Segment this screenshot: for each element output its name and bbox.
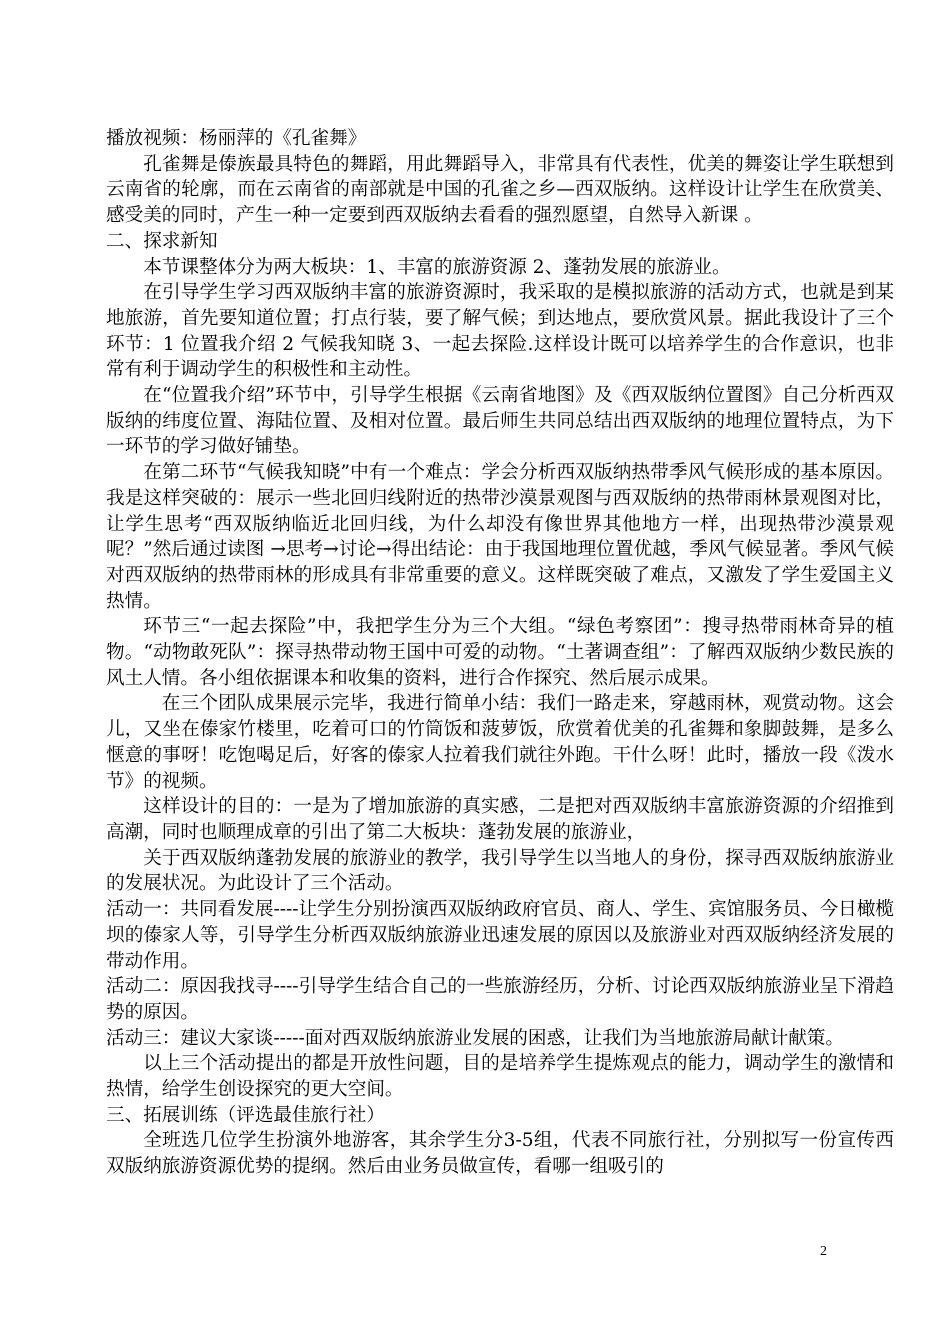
paragraph-two-blocks: 本节课整体分为两大板块：1、丰富的旅游资源 2、蓬勃发展的旅游业。	[143, 256, 731, 278]
paragraph-video-title: 播放视频：杨丽萍的《孔雀舞》	[106, 128, 367, 149]
document-body	[106, 126, 894, 1180]
paragraph-peacock-dance: 孔雀舞是傣族最具特色的舞蹈，用此舞蹈导入，非常具有代表性，优美的舞姿让学生联想到云南省的轮廓，而在云南省的南部就是中国的孔雀之乡—西双版纳。这样设计让学生在欣赏美、感受美的同时，产生一种一定要到西双版纳去看看的强烈愿望，自然导入新课 。	[106, 153, 894, 227]
section-heading-explore: 二、探求新知	[106, 230, 218, 252]
paragraph-activity-3: 活动三：建议大家谈-----面对西双版纳旅游业发展的困惑，让我们为当地旅游局献计献策。	[106, 1027, 844, 1049]
paragraph-open-questions: 以上三个活动提出的都是开放性问题，目的是培养学生提炼观点的能力，调动学生的激情和热情，给学生创设探究的更大空间。	[106, 1053, 894, 1101]
paragraph-climate: 在第二环节“气候我知晓”中有一个难点：学会分析西双版纳热带季风气候形成的基本原因。我是这样突破的：展示一些北回归线附近的热带沙漠景观图与西双版纳的热带雨林景观图对比，让学生思考“西双版纳临近北回归线，为什么却没有像世界其他地方一样，出现热带沙漠景观呢？”然后通过读图 →思考→讨论→得出结论：由于我国地理位置优越，季风气候显著。季风气候对西双版纳的热带雨林的形成具有非常重要的意义。这样既突破了难点，又激发了学生爱国主义热情。	[106, 462, 894, 612]
paragraph-adventure: 环节三“一起去探险”中，我把学生分为三个大组。“绿色考察团”：搜寻热带雨林奇异的植物。“动物敢死队”：探寻热带动物王国中可爱的动物。“土著调查组”：了解西双版纳少数民族的风土人情。各小组依据课本和收集的资料，进行合作探究、然后展示成果。	[106, 616, 894, 689]
paragraph-tourism-teaching: 关于西双版纳蓬勃发展的旅游业的教学，我引导学生以当地人的身份，探寻西双版纳旅游业的发展状况。为此设计了三个活动。	[106, 847, 894, 895]
paragraph-design-purpose: 这样设计的目的：一是为了增加旅游的真实感，二是把对西双版纳丰富旅游资源的介绍推到高潮，同时也顺理成章的引出了第二大板块：蓬勃发展的旅游业，	[106, 796, 894, 843]
paragraph-summary: 在三个团队成果展示完毕，我进行简单小结：我们一路走来，穿越雨林，观赏动物。这会儿，又坐在傣家竹楼里，吃着可口的竹筒饭和菠萝饭，欣赏着优美的孔雀舞和象脚鼓舞，是多么惬意的事呀！吃饱喝足后，好客的傣家人拉着我们就往外跑。干什么呀！此时，播放一段《泼水节》的视频。	[106, 693, 894, 792]
section-heading-extension: 三、拓展训练（评选最佳旅行社）	[106, 1104, 385, 1126]
page-number: 2	[820, 1244, 827, 1259]
paragraph-simulated-tour: 在引导学生学习西双版纳丰富的旅游资源时，我采取的是模拟旅游的活动方式，也就是到某地旅游，首先要知道位置；打点行装，要了解气候；到达地点，要欣赏风景。据此我设计了三个环节：1 位置我介绍 2 气候我知晓 3、一起去探险.这样设计既可以培养学生的合作意识，也非常有利于调动学生的积极性和主动性。	[106, 282, 894, 381]
paragraph-activity-1: 活动一：共同看发展----让学生分别扮演西双版纳政府官员、商人、学生、宾馆服务员、今日橄榄坝的傣家人等，引导学生分析西双版纳旅游业迅速发展的原因以及旅游业对西双版纳经济发展的带动作用。	[106, 899, 894, 972]
paragraph-location: 在“位置我介绍”环节中，引导学生根据《云南省地图》及《西双版纳位置图》自己分析西双版纳的纬度位置、海陆位置、及相对位置。最后师生共同总结出西双版纳的地理位置特点，为下一环节的学习做好铺垫。	[106, 385, 894, 458]
paragraph-travel-agency: 全班选几位学生扮演外地游客，其余学生分3-5组，代表不同旅行社，分别拟写一份宣传西双版纳旅游资源优势的提纲。然后由业务员做宣传，看哪一组吸引的	[106, 1130, 894, 1178]
paragraph-activity-2: 活动二：原因我找寻----引导学生结合自己的一些旅游经历，分析、讨论西双版纳旅游业呈下滑趋势的原因。	[106, 976, 894, 1023]
